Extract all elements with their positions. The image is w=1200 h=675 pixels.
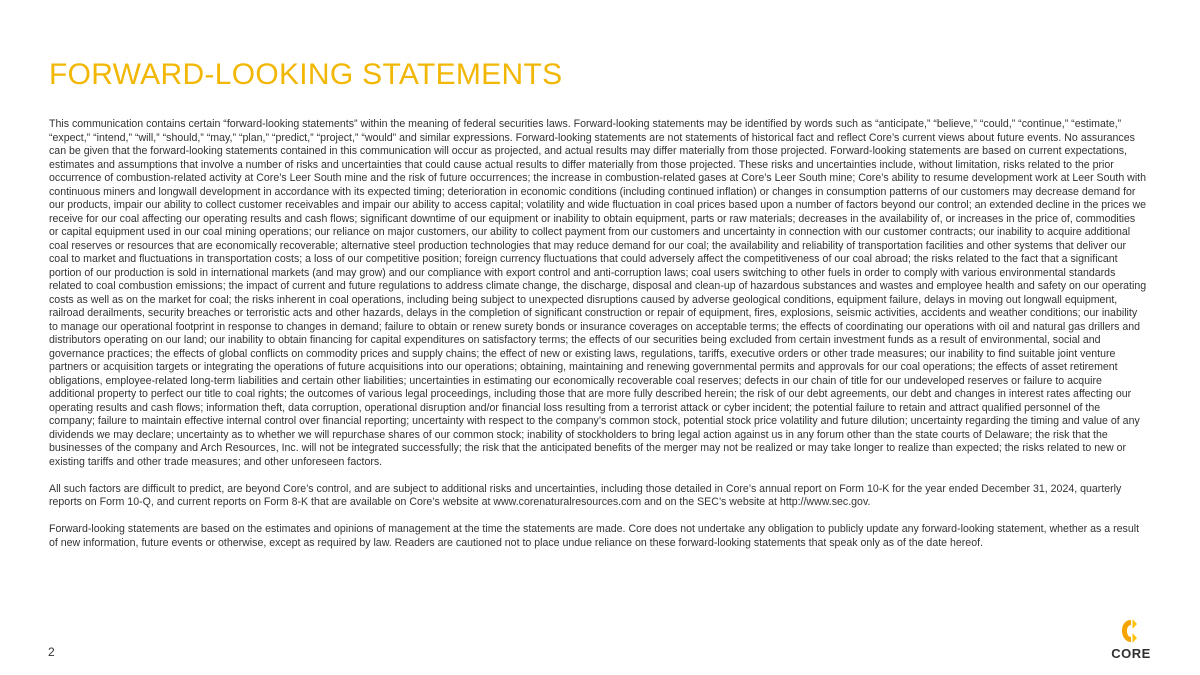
paragraph-risks: This communication contains certain “forward-looking statements” within the meaning of federal securities laws. Forward-looking statements may be identified by words such as “anticipate,” “believe,” “could,” “continue,” “estimate,” “expect,” “intend,” “will,” “should,” “may,” “plan,” “predict,” “project,” “would” and similar expressions. Forward-looking statements are not statements of historical fact and reflect Core’s current views about future events. No assurances can be given that the forward-looking statements contained in this communication will occur as projected, and actual results may differ materially from those projected. Forward-looking statements are based on current expectations, estimates and assumptions that involve a number of risks and uncertainties that could cause actual results to differ materially from those projected. These risks and uncertainties include, without limitation, risks related to the prior occurrence of combustion-related activity at Core’s Leer South mine and the risk of future occurrences; the increase in combustion-related gases at Core’s Leer South mine; Core’s ability to resume development work at Leer South with continuous miners and longwall development in accordance with its expected timing; deterioration in economic conditions (including continued inflation) or changes in consumption patterns of our customers may decrease demand for our products, impair our ability to collect customer receivables and impair our ability to access capital; volatility and wide fluctuation in coal prices based upon a number of factors beyond our control; an extended decline in the prices we receive for our coal affecting our operating results and cash flows; significant downtime of our equipment or inability to obtain equipment, parts or raw materials; decreases in the availability of, or increases in the price of, commodities or capital equipment used in our coal mining operations; our reliance on major customers, our ability to collect payment from our customers and uncertainty in connection with our customer contracts; our inability to acquire additional coal reserves or resources that are economically recoverable; alternative steel production technologies that may reduce demand for our coal; the availability and reliability of transportation facilities and other systems that deliver our coal to market and fluctuations in transportation costs; a loss of our competitive position; foreign currency fluctuations that could adversely affect the competitiveness of our coal abroad; the risks related to the fact that a significant portion of our production is sold in international markets (and may grow) and our compliance with export control and anti-corruption laws; coal users switching to other fuels in order to comply with various environmental standards related to coal combustion emissions; the impact of current and future regulations to address climate change, the discharge, disposal and clean-up of hazardous substances and wastes and employee health and safety on our operating costs as well as on the market for coal; the risks inherent in coal operations, including being subject to unexpected disruptions caused by adverse geological conditions, equipment failure, delays in moving out longwall equipment, railroad derailments, security breaches or terroristic acts and other hazards, delays in the completion of significant construction or repair of equipment, fires, explosions, seismic activities, accidents and weather conditions; our inability to manage our operational footprint in response to changes in demand; failure to obtain or renew surety bonds or insurance coverages on acceptable terms; the effects of coordinating our operations with oil and natural gas drillers and distributors operating on our land; our inability to obtain financing for capital expenditures on satisfactory terms; the effects of our securities being excluded from certain investment funds as a result of environmental, social and governance practices; the effects of global conflicts on commodity prices and supply chains; the effect of new or existing laws, regulations, tariffs, executive orders or other trade measures; our inability to find suitable joint venture partners or acquisition targets or integrating the operations of future acquisitions into our operations; obtaining, maintaining and renewing governmental permits and approvals for our coal operations; the effects of asset retirement obligations, employee-related long-term liabilities and certain other liabilities; uncertainties in estimating our economically recoverable coal reserves; defects in our chain of title for our undeveloped reserves or failure to acquire additional property to perfect our title to coal rights; the outcomes of various legal proceedings, including those that are more fully described herein; the risk of our debt agreements, our debt and changes in interest rates affecting our operating results and cash flows; information theft, data corruption, operational disruption and/or financial loss resulting from a terrorist attack or cyber incident; the potential failure to retain and attract qualified personnel of the company; failure to maintain effective internal control over financial reporting; uncertainty with respect to the company’s common stock, potential stock price volatility and future dilution; uncertainty regarding the timing and value of any dividends we may declare; uncertainty as to whether we will repurchase shares of our common stock; inability of stockholders to bring legal action against us in any forum other than the state courts of Delaware; the risk that the businesses of the company and Arch Resources, Inc. will not be integrated successfully; the risk that the anticipated benefits of the merger may not be realized or may take longer to realize than expected; the risks related to new or existing tariffs and other trade measures; and other unforeseen factors. xyxy=(49,118,1147,468)
body-text xyxy=(49,118,1147,564)
page-number: 2 xyxy=(48,645,55,659)
paragraph-factors: All such factors are difficult to predict, are beyond Core’s control, and are subject to additional risks and uncertainties, including those detailed in Core’s annual report on Form 10-K for the year ended December 31, 2024, quarterly reports on Form 10-Q, and current reports on Form 8-K that are available on Core’s website at www.corenaturalresources.com and on the SEC’s website at http://www.sec.gov. xyxy=(49,482,1122,508)
logo-text: CORE xyxy=(1111,646,1151,661)
paragraph-disclaimer: Forward-looking statements are based on the estimates and opinions of management at the time the statements are made. Core does not undertake any obligation to publicly update any forward-looking statement, whether as a result of new information, future events or otherwise, except as required by law. Readers are cautioned not to place undue reliance on these forward-looking statements that speak only as of the date hereof. xyxy=(49,523,1140,549)
core-logo xyxy=(1107,618,1155,670)
core-logo-icon xyxy=(1120,618,1142,644)
page-title: FORWARD-LOOKING STATEMENTS xyxy=(49,58,563,91)
